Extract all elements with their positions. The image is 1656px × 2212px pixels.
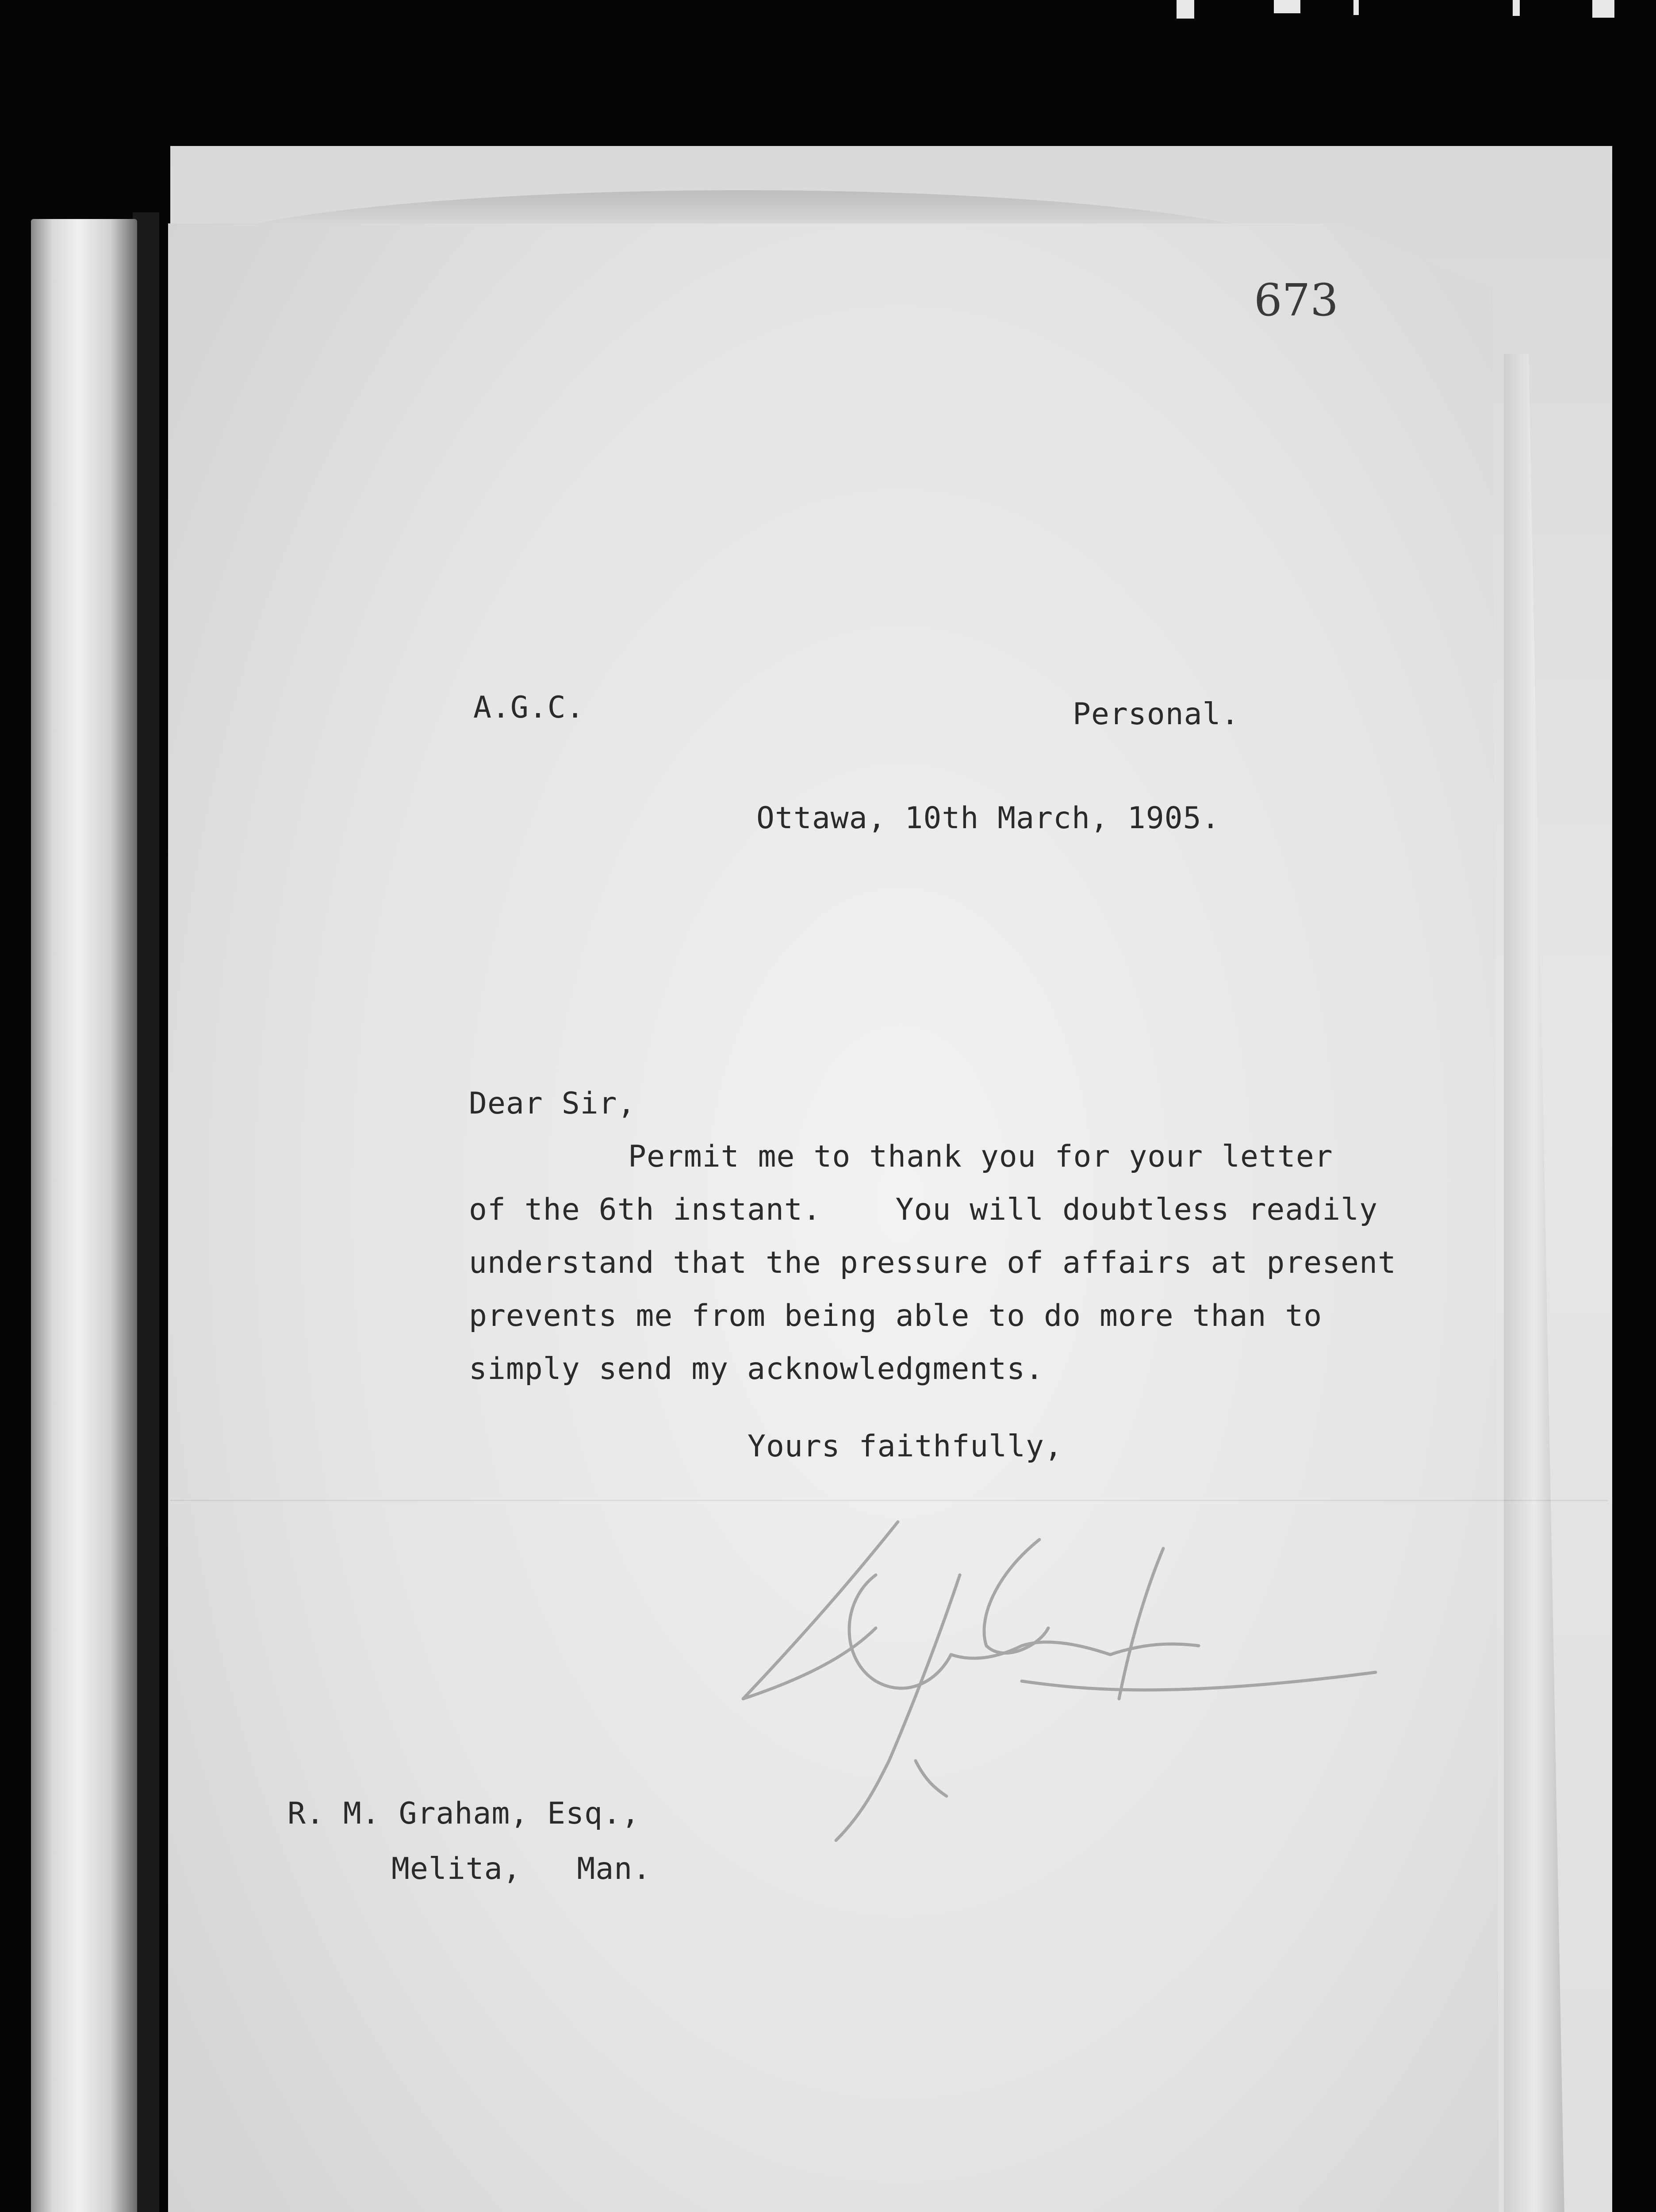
handwritten-signature (730, 1513, 1384, 1849)
body-line: Permit me to thank you for your letter (628, 1139, 1333, 1174)
closing: Yours faithfully, (748, 1429, 1063, 1464)
body-line: simply send my acknowledgments. (469, 1352, 1044, 1386)
body-line: prevents me from being able to do more than to (469, 1298, 1322, 1333)
binding-edge (31, 219, 137, 2212)
salutation: Dear Sir, (469, 1086, 636, 1121)
recipient-name: R. M. Graham, Esq., (288, 1796, 640, 1831)
body-line: understand that the pressure of affairs at present (469, 1245, 1396, 1280)
film-edge-marks (0, 0, 1656, 27)
page-number: 673 (1254, 274, 1338, 326)
classification: Personal. (1073, 697, 1240, 732)
fold-line (170, 1500, 1608, 1501)
body-line: of the 6th instant. You will doubtless readily (469, 1192, 1378, 1227)
reference-initials: A.G.C. (473, 690, 585, 725)
place-date: Ottawa, 10th March, 1905. (756, 801, 1220, 836)
recipient-place: Melita, Man. (391, 1851, 652, 1886)
